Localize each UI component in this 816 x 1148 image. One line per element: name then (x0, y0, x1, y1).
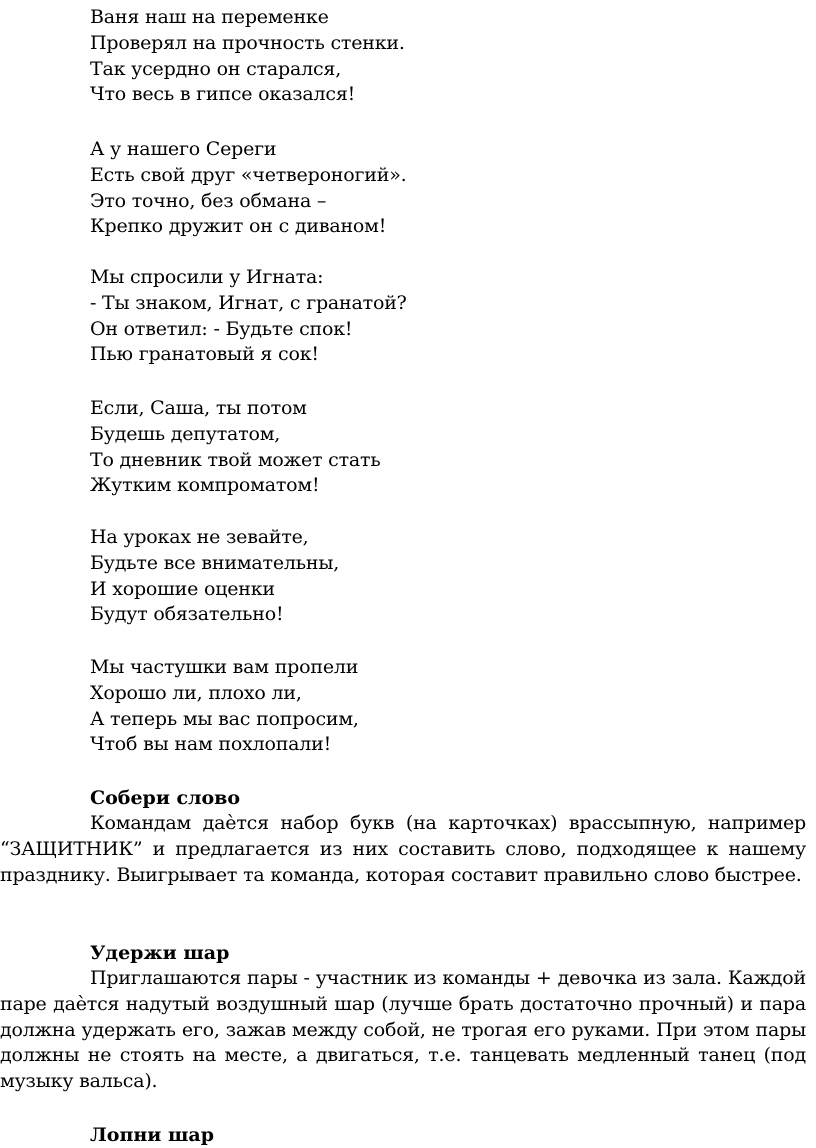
poem-line: Пью гранатовый я сок! (90, 343, 319, 366)
poem-line: А у нашего Сереги (90, 138, 277, 160)
poem-line: Жутким компроматом! (90, 474, 320, 497)
poem-line: Есть свой друг «четвероногий». (90, 163, 407, 186)
section-heading: Удержи шар (90, 942, 230, 964)
poem-line: Что весь в гипсе оказался! (90, 83, 356, 106)
poem-line: А теперь мы вас попросим, (90, 707, 359, 730)
poem-line: Проверял на прочность стенки. (90, 31, 405, 54)
poem-line: Будут обязательно! (90, 603, 284, 626)
poem-line: Так усердно он старался, (90, 57, 342, 80)
poem-line: Ваня наш на переменке (90, 6, 329, 28)
poem-line: Он ответил: - Будьте спок! (90, 317, 353, 340)
poem-stanza-6 (90, 655, 730, 758)
poem-line: Мы спросили у Игната: (90, 266, 324, 288)
section-paragraph: Приглашаются пары - участник из команды + девочка из зала. Каждой паре даѐтся надутый воздушный шар (лучше брать достаточно прочный) и пара должна удержать его, зажав между собой, не трогая его руками. При этом пары должны не стоять на месте, а двигаться, т.е. танцевать медленный танец (под музыку вальса). (0, 967, 806, 1093)
poem-line: Чтоб вы нам похлопали! (90, 733, 332, 756)
poem-line: И хорошие оценки (90, 577, 275, 600)
poem-stanza-2 (90, 137, 730, 240)
poem-line: Если, Саша, ты потом (90, 397, 307, 419)
poem-line: - Ты знаком, Игнат, с гранатой? (90, 291, 407, 314)
poem-line: Будьте все внимательны, (90, 551, 340, 574)
poem-stanza-3 (90, 265, 730, 368)
poem-stanza-1 (90, 5, 730, 108)
poem-line: То дневник твой может стать (90, 448, 381, 471)
section-heading: Лопни шар (90, 1124, 215, 1146)
poem-line: На уроках не зевайте, (90, 526, 309, 548)
poem-stanza-4 (90, 396, 730, 499)
poem-line: Это точно, без обмана – (90, 189, 327, 212)
poem-line: Мы частушки вам пропели (90, 656, 359, 678)
poem-stanza-5 (90, 525, 730, 628)
poem-line: Будешь депутатом, (90, 422, 281, 445)
section-paragraph: Командам даѐтся набор букв (на карточках) врассыпную, например “ЗАЩИТНИК” и предлагается из них составить слово, подходящее к нашему празднику. Выигрывает та команда, которая составит правильно слово быстрее. (0, 812, 806, 886)
poem-line: Хорошо ли, плохо ли, (90, 681, 302, 704)
section-heading: Собери слово (90, 787, 241, 809)
poem-line: Крепко дружит он с диваном! (90, 215, 387, 238)
